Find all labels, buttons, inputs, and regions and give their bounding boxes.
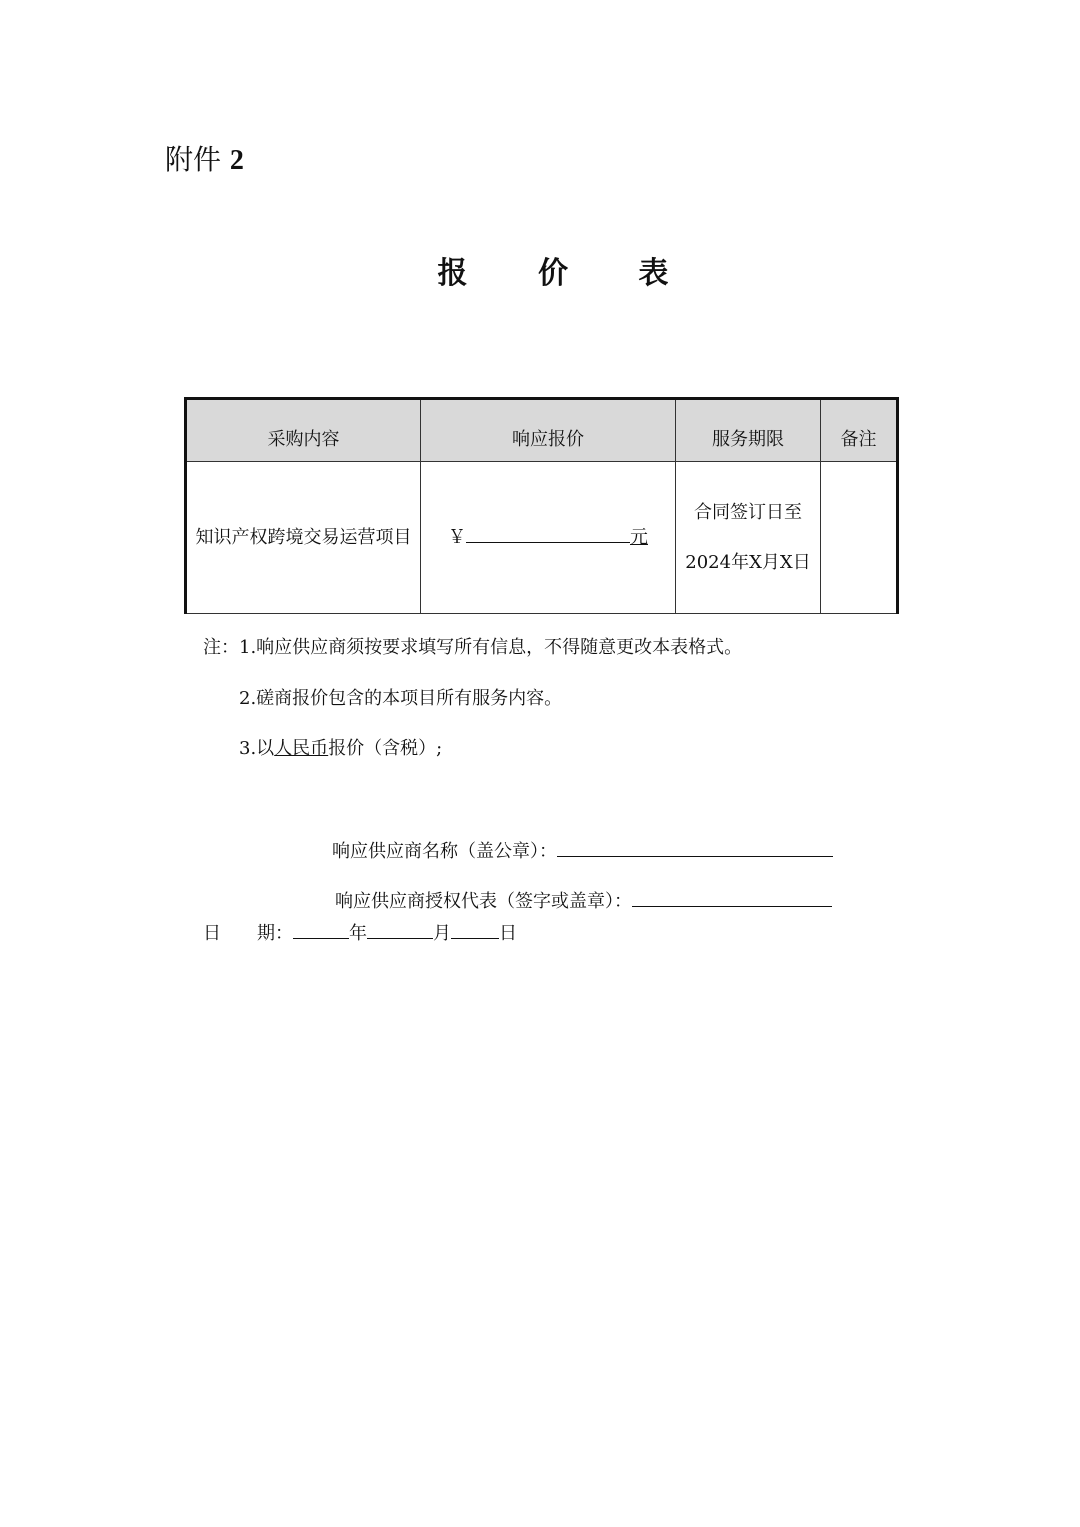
- day-label: 日: [499, 923, 517, 944]
- price-symbol: ￥: [448, 526, 466, 548]
- supplier-name-blank[interactable]: [557, 836, 833, 857]
- year-blank[interactable]: [293, 918, 349, 939]
- note-3-post: 报价（含税）;: [328, 738, 443, 759]
- date-line: [203, 918, 517, 949]
- cell-term: 合同签订日至2024年X月X日: [676, 462, 821, 614]
- header-procurement-content: 采购内容: [186, 399, 421, 462]
- day-blank[interactable]: [451, 918, 499, 939]
- header-response-quote: 响应报价: [421, 399, 676, 462]
- table-row: [186, 462, 898, 614]
- attachment-number: 2: [229, 145, 244, 176]
- month-blank[interactable]: [367, 918, 433, 939]
- header-service-term: 服务期限: [676, 399, 821, 462]
- price-unit: 元: [630, 526, 648, 548]
- note-3: [239, 734, 442, 764]
- note-1: [203, 633, 742, 663]
- authorized-rep-blank[interactable]: [632, 886, 832, 907]
- note-2: 2.磋商报价包含的本项目所有服务内容。: [239, 688, 563, 709]
- authorized-rep-line: [335, 886, 832, 917]
- attachment-heading: [165, 140, 244, 181]
- cell-content: 知识产权跨境交易运营项目: [186, 462, 421, 614]
- month-label: 月: [433, 923, 451, 944]
- supplier-name-label: 响应供应商名称（盖公章）：: [332, 841, 557, 862]
- note-3-currency: 人民币: [274, 738, 329, 759]
- price-blank-line[interactable]: [466, 524, 630, 543]
- note-prefix: 注：: [203, 637, 239, 658]
- cell-price[interactable]: [421, 462, 676, 614]
- date-label: 日 期：: [203, 923, 293, 944]
- table-header-row: [186, 399, 898, 462]
- attachment-label: 附件: [165, 143, 222, 176]
- quote-table: [184, 397, 899, 614]
- cell-remark[interactable]: [821, 462, 898, 614]
- year-label: 年: [349, 923, 367, 944]
- supplier-name-line: [332, 836, 833, 867]
- note-3-pre: 3.以: [239, 738, 275, 759]
- page-title: 报 价 表: [437, 256, 699, 291]
- authorized-rep-label: 响应供应商授权代表（签字或盖章）：: [335, 891, 632, 912]
- note-1-text: 1.响应供应商须按要求填写所有信息，不得随意更改本表格式。: [239, 637, 743, 658]
- header-remark: 备注: [821, 399, 898, 462]
